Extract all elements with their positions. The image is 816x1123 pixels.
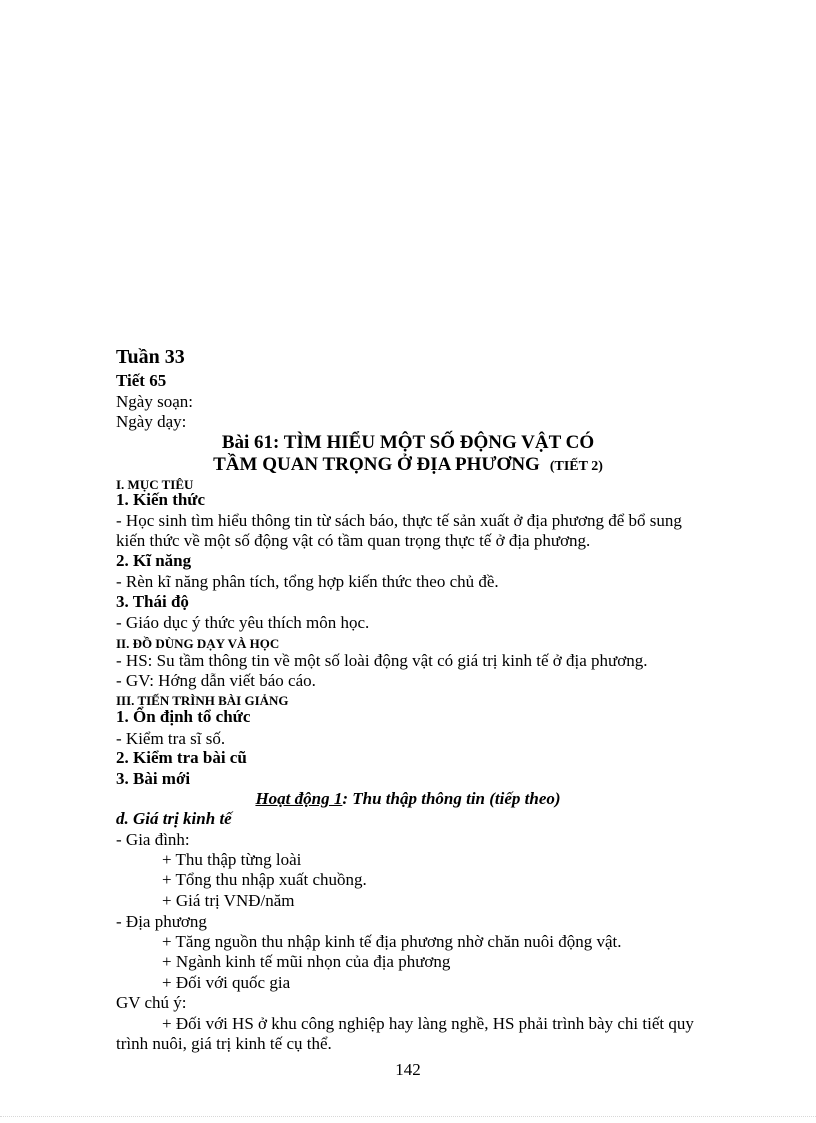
section-process: III. TIẾN TRÌNH BÀI GIẢNG <box>116 693 289 708</box>
gv-note-text-2: trình nuôi, giá trị kinh tế cụ thể. <box>116 1034 332 1053</box>
section-review: 2. Kiểm tra bài cũ <box>116 748 247 767</box>
section-knowledge: 1. Kiến thức <box>116 490 206 509</box>
lesson-title-line2 <box>0 455 816 477</box>
lesson-title-main: TẦM QUAN TRỌNG Ở ĐỊA PHƯƠNG <box>213 454 540 475</box>
local-item: + Tăng nguồn thu nhập kinh tế địa phương nhờ chăn nuôi động vật. <box>162 932 622 951</box>
materials-gv: - GV: Hớng dẫn viết báo cáo. <box>116 671 316 690</box>
section-materials: II. ĐỒ DÙNG DẠY VÀ HỌC <box>116 636 280 651</box>
prep-date: Ngày soạn: <box>116 392 193 411</box>
activity-heading <box>0 789 816 809</box>
local-item: + Ngành kinh tế mũi nhọn của địa phương <box>162 952 451 971</box>
activity-rest: : Thu thập thông tin (tiếp theo) <box>342 789 561 808</box>
week-heading: Tuần 33 <box>116 346 185 368</box>
family-item: + Thu thập từng loài <box>162 850 302 869</box>
activity-label: Hoạt động 1 <box>255 789 343 808</box>
page-bottom-divider <box>0 1116 816 1117</box>
family-label: - Gia đình: <box>116 830 190 849</box>
gv-note-text-1: + Đối với HS ở khu công nghiệp hay làng nghề, HS phải trình bày chi tiết quy <box>162 1014 694 1033</box>
page-number: 142 <box>395 1060 421 1079</box>
attitude-text: - Giáo dục ý thức yêu thích môn học. <box>116 613 370 632</box>
local-item: + Đối với quốc gia <box>162 973 291 992</box>
section-new-lesson: 3. Bài mới <box>116 769 191 788</box>
knowledge-text-2: kiến thức về một số động vật có tầm quan trọng thực tế ở địa phương. <box>116 531 591 550</box>
period-heading: Tiết 65 <box>116 371 167 390</box>
lesson-title-line1: Bài 61: TÌM HIỂU MỘT SỐ ĐỘNG VẬT CÓ <box>221 432 595 453</box>
section-objectives: I. MỤC TIÊU <box>116 477 194 492</box>
skills-text: - Rèn kĩ năng phân tích, tổng hợp kiến thức theo chủ đề. <box>116 572 499 591</box>
gv-note-label: GV chú ý: <box>116 993 187 1012</box>
knowledge-text-1: - Học sinh tìm hiểu thông tin từ sách báo, thực tế sản xuất ở địa phương để bổ sung <box>116 511 682 530</box>
local-label: - Địa phương <box>116 912 207 931</box>
section-skills: 2. Kĩ năng <box>116 551 192 570</box>
stabilize-text: - Kiểm tra sĩ số. <box>116 729 226 748</box>
lesson-part: (TIẾT 2) <box>549 459 603 474</box>
section-attitude: 3. Thái độ <box>116 592 189 611</box>
section-stabilize: 1. Ổn định tổ chức <box>116 707 251 726</box>
family-item: + Giá trị VNĐ/năm <box>162 891 295 910</box>
materials-hs: - HS: Su tầm thông tin về một số loài động vật có giá trị kinh tế ở địa phương. <box>116 651 648 670</box>
teach-date: Ngày dạy: <box>116 412 187 431</box>
family-item: + Tổng thu nhập xuất chuồng. <box>162 870 367 889</box>
activity-subheading: d. Giá trị kinh tế <box>116 809 232 828</box>
